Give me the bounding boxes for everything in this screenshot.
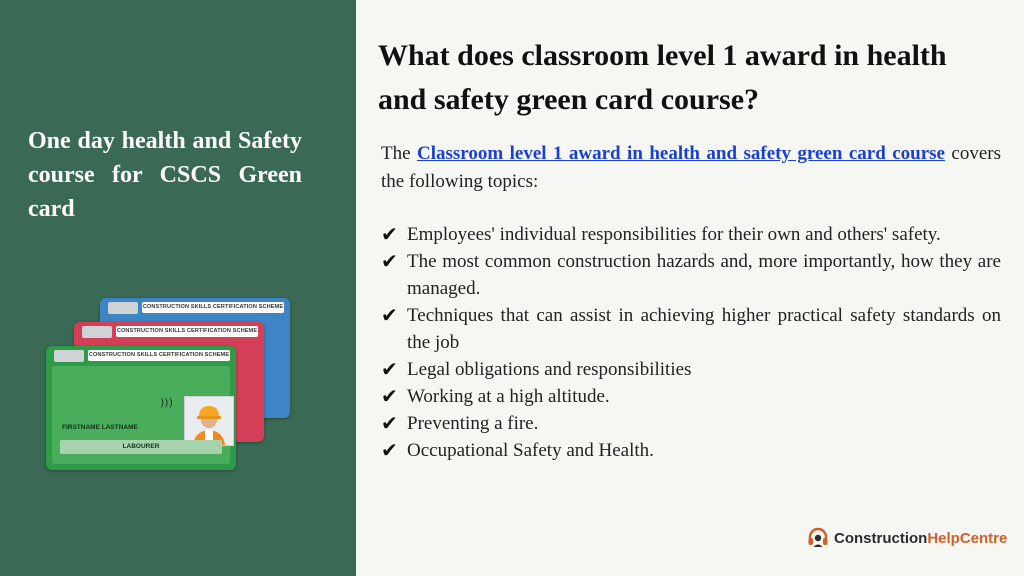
topic-text: Techniques that can assist in achieving higher practical safety standards on the job [407,305,1001,353]
list-item [381,410,1001,437]
logo-text-part2: HelpCentre [927,529,1008,547]
check-mark-icon: ✔ [381,222,398,246]
topic-text: Preventing a fire. [407,413,539,434]
intro-suffix: covers the following topics: [381,143,1002,192]
list-item [381,383,1001,410]
page-title: What does classroom level 1 award in health and safety green card course? [378,39,947,116]
card-body [52,366,230,464]
headset-logo-icon [806,526,830,550]
topics-list [381,221,1001,464]
cscs-cards-illustration [28,288,308,478]
course-link[interactable]: Classroom level 1 award in health and safety green card course [416,143,945,164]
construction-help-centre-logo[interactable] [806,526,1007,550]
card-role: LABOURER [60,440,222,454]
worker-photo [184,396,234,446]
green-cscs-card [46,346,236,470]
check-mark-icon: ✔ [381,438,398,462]
list-item [381,437,1001,464]
left-panel [0,0,356,576]
check-mark-icon: ✔ [381,303,398,327]
topic-text: Legal obligations and responsibilities [407,359,692,380]
check-mark-icon: ✔ [381,249,398,273]
card-scheme-label: CONSTRUCTION SKILLS CERTIFICATION SCHEME [88,350,230,361]
check-mark-icon: ✔ [381,411,398,435]
left-heading: One day health and Safety course for CSCS Green card [28,128,302,222]
intro-paragraph [381,140,1001,196]
topic-text: The most common construction hazards and, more importantly, how they are managed. [407,251,1001,299]
list-item [381,248,1001,302]
card-chip [82,326,112,338]
list-item [381,356,1001,383]
card-chip [108,302,138,314]
contactless-icon: ))) [160,396,173,409]
logo-text [834,530,1007,547]
card-chip [54,350,84,362]
topic-text: Occupational Safety and Health. [407,440,654,461]
check-mark-icon: ✔ [381,384,398,408]
check-mark-icon: ✔ [381,357,398,381]
card-scheme-label: CONSTRUCTION SKILLS CERTIFICATION SCHEME [142,302,284,313]
list-item [381,302,1001,356]
list-item [381,221,1001,248]
topic-text: Employees' individual responsibilities for their own and others' safety. [407,224,941,245]
intro-prefix: The [381,143,411,164]
logo-text-part1: Construction [834,529,928,547]
card-scheme-label: CONSTRUCTION SKILLS CERTIFICATION SCHEME [116,326,258,337]
card-holder-name: FIRSTNAME LASTNAME [62,424,138,431]
topic-text: Working at a high altitude. [407,386,610,407]
